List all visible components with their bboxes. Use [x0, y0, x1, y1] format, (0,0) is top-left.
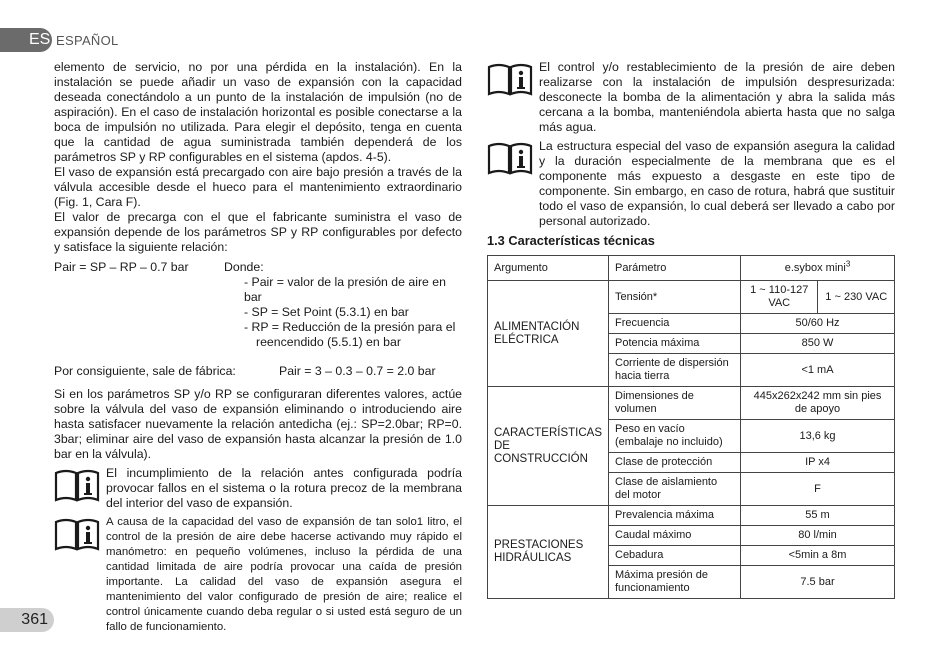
- param-cell: Peso en vacío (embalaje no incluido): [609, 420, 741, 453]
- value-cell: 80 l/min: [741, 526, 895, 546]
- param-cell: Tensión*: [609, 281, 741, 314]
- info-book-icon: [487, 62, 533, 96]
- section-title: 1.3 Características técnicas: [487, 233, 655, 248]
- paragraph-4: Si en los parámetros SP y/o RP se configuraran diferentes valores, actúe sobre la válvula del vaso de expansión eliminando o introduciendo aire hasta satisfacer nuevamente la relación antedicha (ej.: SP=2.0bar; RP=0. 3bar; eliminar aire del vaso de expansión hasta alcanzar la presión de 1.0 bar en la válvula).: [54, 387, 462, 461]
- param-cell: Caudal máximo: [609, 526, 741, 546]
- factory-row: [54, 364, 462, 379]
- formula-row: [54, 260, 462, 275]
- value-cell: 7.5 bar: [741, 566, 895, 599]
- param-cell: Máxima presión de funcionamiento: [609, 566, 741, 599]
- paragraph-2: El vaso de expansión está precargado con aire bajo presión a través de la válvula accesible desde el hueco para el mantenimiento extraordinario (Fig. 1, Cara F).: [54, 165, 462, 209]
- right-column: [487, 60, 895, 599]
- header-model: [741, 256, 895, 281]
- note-block-4: [487, 139, 895, 229]
- note-block-3: [487, 60, 895, 135]
- param-cell: Clase de aislamiento del motor: [609, 473, 741, 506]
- header-parameter: Parámetro: [609, 256, 741, 281]
- table-row: [488, 506, 895, 526]
- info-book-icon: [54, 517, 100, 551]
- param-cell: Clase de protección: [609, 453, 741, 473]
- model-name: e.sybox mini: [784, 261, 846, 274]
- definition-rp: - RP = Reducción de la presión para el reencendido (5.5.1) en bar: [244, 320, 456, 349]
- note-text-1: El incumplimiento de la relación antes configurada podría provocar fallos en el sistema o la rotura precoz de la membrana del interior del vaso de expansión.: [106, 466, 462, 510]
- definition-sp: - SP = Set Point (5.3.1) en bar: [244, 305, 409, 319]
- param-cell: Frecuencia: [609, 314, 741, 334]
- note-text-4: La estructura especial del vaso de expansión asegura la calidad y la duración especialmente de la membrana que es el componente más expuesto a desgaste en este tipo de componente. Sin embargo, en caso de rotura, habrá que sustituir todo el vaso de expansión, lo cual deberá ser llevado a cabo por personal autorizado.: [539, 139, 895, 228]
- value-cell: 445x262x242 mm sin pies de apoyo: [741, 387, 895, 420]
- table-header-row: [488, 256, 895, 281]
- value-cell: F: [741, 473, 895, 506]
- value-cell: <5min a 8m: [741, 546, 895, 566]
- language-name: ESPAÑOL: [56, 33, 119, 48]
- note-block-2: [54, 515, 462, 635]
- value-cell: 1 ~ 110-127 VAC: [741, 281, 818, 314]
- formula: Pair = SP – RP – 0.7 bar: [54, 260, 189, 274]
- info-book-icon: [54, 468, 100, 502]
- info-book-icon: [487, 141, 533, 175]
- param-cell: Corriente de dispersión hacia tierra: [609, 354, 741, 387]
- value-cell: 1 ~ 230 VAC: [818, 281, 895, 314]
- value-cell: IP x4: [741, 453, 895, 473]
- param-cell: Potencia máxima: [609, 334, 741, 354]
- left-column: [54, 60, 462, 635]
- group-construction: CARACTERÍSTICAS DE CONSTRUCCIÓN: [488, 387, 609, 506]
- param-cell: Cebadura: [609, 546, 741, 566]
- param-cell: Dimensiones de volumen: [609, 387, 741, 420]
- paragraph-1: elemento de servicio, no por una pérdida en la instalación). En la instalación se puede añadir un vaso de expansión con la capacidad deseada conectándolo a un punto de la instalación de impulsión (no de aspiración). En el caso de instalación horizontal es posible conectarse a la boca de impulsión no utilizada. Para elegir el depósito, tenga en cuenta que la cantidad de agua suministrada también dependerá de los parámetros SP y RP configurables en el sistema (apdos. 4-5).: [54, 60, 462, 164]
- group-hydraulic: PRESTACIONES HIDRÁULICAS: [488, 506, 609, 599]
- value-cell: 55 m: [741, 506, 895, 526]
- value-cell: <1 mA: [741, 354, 895, 387]
- language-code: ES: [29, 31, 51, 48]
- language-tab: [0, 28, 52, 52]
- header-argument: Argumento: [488, 256, 609, 281]
- value-cell: 50/60 Hz: [741, 314, 895, 334]
- table-row: [488, 281, 895, 314]
- spec-table: [487, 255, 895, 599]
- definition-list: [244, 275, 462, 350]
- paragraph-3: El valor de precarga con el que el fabricante suministra el vaso de expansión depende de los parámetros SP y RP configurables por defecto y satisface la siguiente relación:: [54, 210, 462, 254]
- definition-pair: - Pair = valor de la presión de aire en bar: [244, 275, 446, 304]
- param-cell: Prevalencia máxima: [609, 506, 741, 526]
- group-electrical: ALIMENTACIÓN ELÉCTRICA: [488, 281, 609, 387]
- table-row: [488, 387, 895, 420]
- where-label: Donde:: [224, 260, 264, 274]
- value-cell: 850 W: [741, 334, 895, 354]
- note-text-2: A causa de la capacidad del vaso de expansión de tan solo1 litro, el control de la presión de aire debe hacerse activando muy rápido el manómetro: en pequeño volúmenes, incluso la pérdida de una cantidad limitada de aire podría provocar una caída de presión importante. La calidad del vaso de expansión asegura el mantenimiento del valor configurado de presión de aire; realice el control únicamente cuando deba regular o si usted está seguro de un fallo de funcionamiento.: [106, 516, 462, 633]
- value-cell: 13,6 kg: [741, 420, 895, 453]
- model-superscript: 3: [845, 258, 851, 268]
- note-block-1: [54, 466, 462, 511]
- note-text-3: El control y/o restablecimiento de la presión de aire deben realizarse con la instalación de impulsión despresurizada: desconecte la bomba de la alimentación y abra la salida más cercana a la bomba, manteniéndola abierta hasta que no salga más agua.: [539, 60, 895, 134]
- page-number: 361: [0, 608, 54, 632]
- factory-formula: Pair = 3 – 0.3 – 0.7 = 2.0 bar: [279, 364, 436, 378]
- factory-label: Por consiguiente, sale de fábrica:: [54, 364, 236, 378]
